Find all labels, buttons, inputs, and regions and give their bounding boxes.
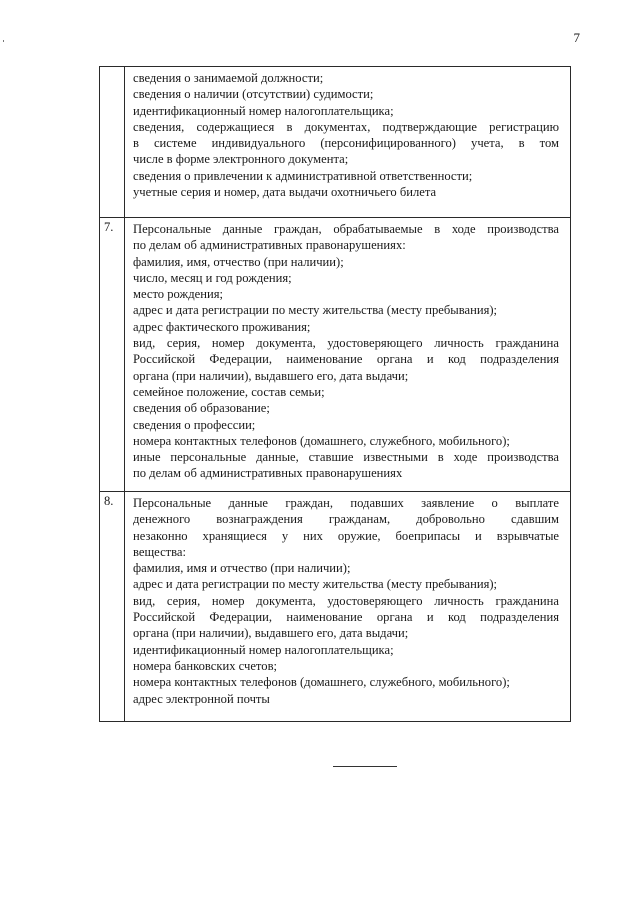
text-line: учетные серия и номер, дата выдачи охотничьего билета [133,185,437,200]
data-categories-table [99,66,571,722]
text-line: сведения, содержащиеся в документах, подтверждающие регистрацию [133,119,559,134]
page-number: 7 [573,30,580,45]
text-line: идентификационный номер налогоплательщика; [133,642,394,657]
text-line: сведения об образование; [133,401,270,416]
text-line: число, месяц и год рождения; [133,270,292,285]
row-content [125,218,571,492]
text-line: сведения о профессии; [133,417,256,432]
table-row [100,492,571,722]
text-line: адрес электронной почты [133,691,270,706]
table-row [100,67,571,218]
text-line: Персональные данные граждан, подавших заявление о выплате [133,496,559,510]
text-line: Российской Федерации, наименование органа и код подразделения [133,610,559,625]
text-line: вид, серия, номер документа, удостоверяющего личность гражданина [133,336,559,351]
row-number: 8. [100,492,125,722]
row-content [125,67,571,218]
text-line: семейное положение, состав семьи; [133,384,325,399]
row-number: 7. [100,218,125,492]
end-separator-line [333,766,397,767]
text-line: сведения о привлечении к административной ответственности; [133,168,473,183]
table-row [100,218,571,492]
row-content [125,492,571,722]
text-line: фамилия, имя, отчество (при наличии); [133,254,344,269]
row-number [100,67,125,218]
text-line: Российской Федерации, наименование органа и код подразделения [133,352,559,367]
text-line: сведения о наличии (отсутствии) судимости; [133,87,374,102]
text-line: органа (при наличии), выдавшего его, дата выдачи; [133,368,409,383]
text-line: номера контактных телефонов (домашнего, служебного, мобильного); [133,675,510,690]
text-line: идентификационный номер налогоплательщика; [133,103,394,118]
text-line: адрес и дата регистрации по месту жительства (месту пребывания); [133,577,498,592]
text-line: вещества: [133,544,187,559]
text-line: числе в форме электронного документа; [133,152,349,167]
text-line: номера банковских счетов; [133,658,278,673]
text-line: денежного вознаграждения гражданам, добровольно сдавшим [133,512,559,527]
text-line: номера контактных телефонов (домашнего, служебного, мобильного); [133,433,510,448]
text-line: место рождения; [133,287,223,302]
margin-mark [3,40,4,42]
text-line: органа (при наличии), выдавшего его, дата выдачи; [133,626,409,641]
text-line: адрес фактического проживания; [133,319,311,334]
text-line: по делам об административных правонарушениях: [133,238,406,253]
text-line: в системе индивидуального (персонифицированного) учета, в том [133,136,559,151]
text-line: адрес и дата регистрации по месту жительства (месту пребывания); [133,303,498,318]
text-line: вид, серия, номер документа, удостоверяющего личность гражданина [133,593,559,608]
text-line: Персональные данные граждан, обрабатываемые в ходе производства [133,222,559,236]
text-line: незаконно хранящиеся у них оружие, боеприпасы и взрывчатые [133,528,559,543]
text-line: фамилия, имя и отчество (при наличии); [133,561,351,576]
text-line: сведения о занимаемой должности; [133,71,324,85]
text-line: иные персональные данные, ставшие известными в ходе производства [133,450,559,465]
text-line: по делам об административных правонарушениях [133,466,403,481]
